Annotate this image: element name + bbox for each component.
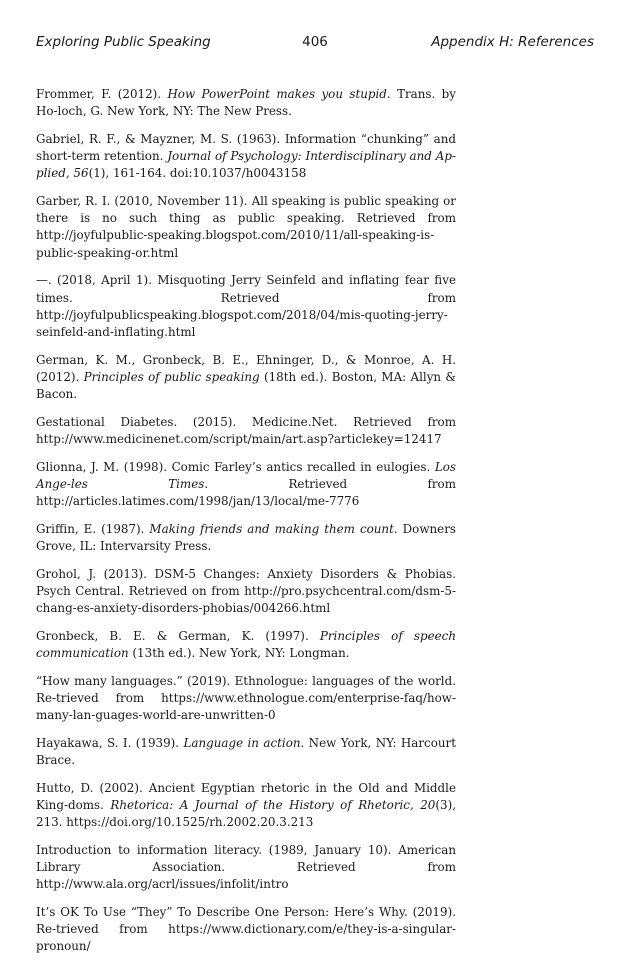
reference-details: . Retrieved from http://articles.latimes.com/1998/jan/13/local/me-7776 <box>36 476 456 509</box>
page-number: 406 <box>302 34 328 50</box>
section-title: Appendix H: References <box>431 34 594 50</box>
reference-entry <box>36 673 456 725</box>
reference-entry <box>36 780 456 832</box>
reference-text: Introduction to information literacy. (1989, January 10). American Library Association. Retrieved from http://www.ala.org/acrl/issues/infolit/intro <box>36 842 456 892</box>
reference-details: (18th ed.). Boston, MA: Allyn & Bacon. <box>36 369 456 402</box>
reference-text: Griffin, E. (1987). <box>36 521 150 536</box>
reference-entry <box>36 352 456 404</box>
book-title: Exploring Public Speaking <box>36 34 211 50</box>
reference-details: . Downers Grove, IL: Intervarsity Press. <box>36 521 456 553</box>
reference-details: (3), 213. https://doi.org/10.1525/rh.2002.20.3.213 <box>36 797 456 830</box>
reference-entry <box>36 131 456 183</box>
reference-entry <box>36 628 456 662</box>
reference-details: (13th ed.). New York, NY: Longman. <box>128 645 350 660</box>
reference-text: Gronbeck, B. E. & German, K. (1997). <box>36 628 320 643</box>
reference-entry <box>36 566 456 618</box>
reference-entry <box>36 414 456 448</box>
reference-title: Rhetorica: A Journal of the History of Rhetoric, 20 <box>110 797 436 812</box>
reference-text: Hayakawa, S. I. (1939). <box>36 735 184 750</box>
reference-list <box>36 86 456 966</box>
reference-text: Glionna, J. M. (1998). Comic Farley’s antics recalled in eulogies. <box>36 459 435 474</box>
reference-title: Los Ange-les Times <box>36 459 456 491</box>
reference-entry <box>36 193 456 262</box>
reference-entry <box>36 842 456 894</box>
reference-text: Grohol, J. (2013). DSM-5 Changes: Anxiety Disorders & Phobias. Psych Central. Retrieved on from http://pro.psychcentral.com/dsm-5-chang-es-anxiety-disorders-phobias/004266.html <box>36 566 456 616</box>
reference-entry <box>36 86 456 120</box>
reference-text: Hutto, D. (2002). Ancient Egyptian rhetoric in the Old and Middle King-doms. <box>36 780 456 812</box>
reference-entry <box>36 904 456 956</box>
reference-title: Principles of public speaking <box>83 369 260 384</box>
page-header <box>36 34 594 56</box>
reference-title: Making friends and making them count <box>149 521 394 536</box>
reference-entry <box>36 735 456 769</box>
reference-text: Garber, R. I. (2010, November 11). All speaking is public speaking or there is no such thing as public speaking. Retrieved from http://joyfulpublic-speaking.blogspot.com/2010/11/all-speaking-is-public-speaking-or.html <box>36 194 456 260</box>
reference-details: . New York, NY: Harcourt Brace. <box>36 735 456 767</box>
reference-title: Journal of Psychology: Interdisciplinary and Ap-plied, 56 <box>36 149 456 181</box>
reference-details: (1), 161-164. doi:10.1037/h0043158 <box>88 166 307 181</box>
reference-title: Principles of speech communication <box>36 628 456 660</box>
reference-text: Frommer, F. (2012). <box>36 87 168 101</box>
reference-text: Gabriel, R. F., & Mayzner, M. S. (1963). Information “chunking” and short-term retention. <box>36 131 456 164</box>
reference-entry <box>36 521 456 555</box>
reference-title: How PowerPoint makes you stupid <box>167 87 387 101</box>
reference-details: . Trans. by Ho-loch, G. New York, NY: The New Press. <box>36 87 457 119</box>
reference-text: Gestational Diabetes. (2015). Medicine.Net. Retrieved from http://www.medicinenet.com/script/main/art.asp?articlekey=12417 <box>36 414 456 446</box>
reference-entry <box>36 272 456 341</box>
reference-text: German, K. M., Gronbeck, B. E., Ehninger, D., & Monroe, A. H. (2012). <box>36 352 456 384</box>
reference-entry <box>36 459 456 511</box>
reference-text: —. (2018, April 1). Misquoting Jerry Seinfeld and inflating fear five times. Retrieved from http://joyfulpublicspeaking.blogspot.com/2018/04/mis-quoting-jerry-seinfeld-and-inflating.html <box>36 273 456 339</box>
reference-title: Language in action <box>183 735 301 750</box>
reference-text: “How many languages.” (2019). Ethnologue: languages of the world. Re-trieved from https://www.ethnologue.com/enterprise-faq/how-many-lan-guages-world-are-unwritten-0 <box>36 673 456 723</box>
reference-text: It’s OK To Use “They” To Describe One Person: Here’s Why. (2019). Re-trieved from https://www.dictionary.com/e/they-is-a-singular-pronoun/ <box>36 904 456 954</box>
